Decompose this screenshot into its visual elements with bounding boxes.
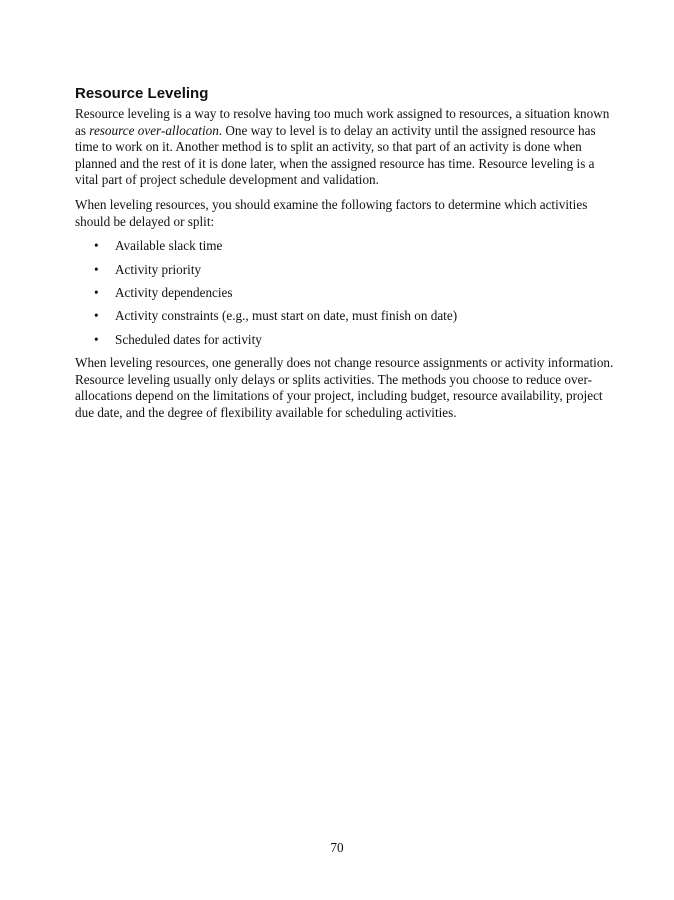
list-item-text: Available slack time	[115, 238, 223, 254]
intro-text-after-term: . One way to level is to delay an activity until the assigned resource has time to work on it. Another method is to split an activity, so that part of an activity is done when planned and the rest of it is done later, when the assigned resource has time. Resource leveling is a vital part of project schedule development and validation.	[75, 122, 596, 188]
section-heading: Resource Leveling	[75, 85, 209, 102]
page-number: 70	[330, 840, 344, 855]
list-item	[75, 285, 615, 302]
list-item	[75, 262, 615, 279]
bullet-icon: •	[94, 331, 99, 347]
closing-paragraph: When leveling resources, one generally does not change resource assignments or activity information. Resource leveling usually only delays or splits activities. The methods you choose to reduce over-allocations depend on the limitations of your project, including budget, resource availability, project due date, and the degree of flexibility available for scheduling activities.	[75, 355, 614, 420]
list-item-text: Activity dependencies	[115, 284, 233, 300]
list-item-text: Activity constraints (e.g., must start on date, must finish on date)	[115, 308, 458, 324]
bullet-icon: •	[94, 261, 99, 277]
intro-paragraph	[75, 106, 615, 189]
intro-text-before-term: Resource leveling is a way to resolve having too much work assigned to resources, a situation known as	[75, 106, 610, 138]
list-item-text: Activity priority	[115, 261, 202, 277]
bullet-icon: •	[94, 238, 99, 254]
list-item-text: Scheduled dates for activity	[115, 331, 262, 347]
bullet-icon: •	[94, 308, 99, 324]
list-item	[75, 332, 615, 349]
list-item	[75, 308, 615, 325]
list-item	[75, 238, 615, 255]
bullet-icon: •	[94, 284, 99, 300]
section-resource-leveling	[75, 84, 615, 429]
factors-intro-paragraph: When leveling resources, you should examine the following factors to determine which activities should be delayed or split:	[75, 196, 588, 229]
factors-list	[75, 238, 615, 348]
defined-term: resource over-allocation	[89, 122, 219, 138]
